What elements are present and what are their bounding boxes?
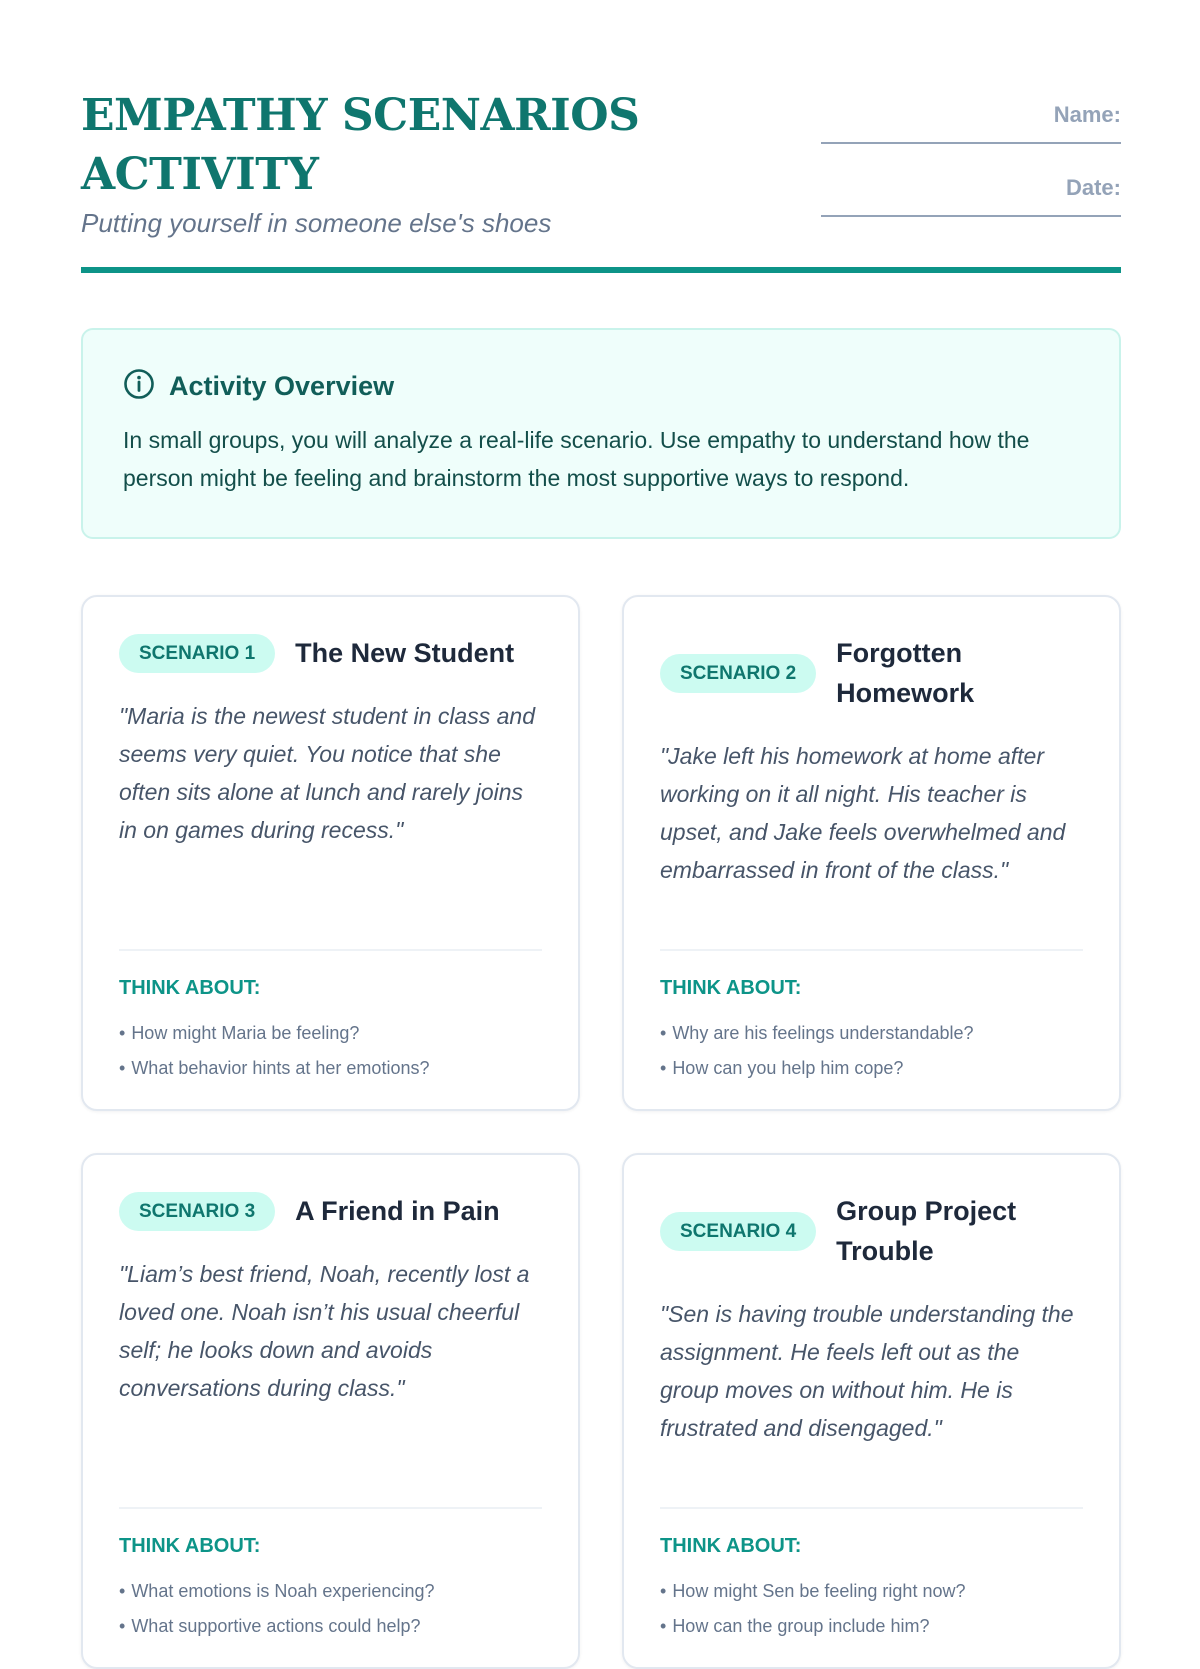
name-date-block (821, 102, 1121, 248)
think-question: • What behavior hints at her emotions? (119, 1051, 542, 1086)
think-about-label: THINK ABOUT: (119, 1535, 261, 1557)
think-about-label: THINK ABOUT: (660, 977, 802, 999)
name-label: Name: (1053, 102, 1121, 127)
think-question: • How might Maria be feeling? (119, 1016, 542, 1051)
scenario-title: A Friend in Pain (295, 1196, 500, 1226)
scenario-card-1 (81, 595, 580, 1111)
scenario-badge: SCENARIO 3 (119, 1192, 275, 1231)
scenario-title: Forgotten Homework (836, 638, 975, 708)
think-question: • Why are his feelings understandable? (660, 1016, 1083, 1051)
think-about-label: THINK ABOUT: (119, 977, 261, 999)
think-question: • How can you help him cope? (660, 1051, 1083, 1086)
think-about-label: THINK ABOUT: (660, 1535, 802, 1557)
scenario-card-3 (81, 1153, 580, 1669)
scenario-title: Group Project Trouble (836, 1196, 1017, 1266)
date-field[interactable] (821, 215, 1121, 217)
page-header (81, 86, 1121, 266)
think-question: • How might Sen be feeling right now? (660, 1574, 1083, 1609)
think-question: • What supportive actions could help? (119, 1609, 542, 1644)
activity-overview (81, 328, 1121, 539)
scenario-card-2 (622, 595, 1121, 1111)
think-about (119, 949, 542, 1086)
scenario-badge: SCENARIO 2 (660, 654, 816, 693)
think-question: • What emotions is Noah experiencing? (119, 1574, 542, 1609)
date-label: Date: (1065, 175, 1121, 200)
scenario-badge: SCENARIO 4 (660, 1212, 816, 1251)
scenario-quote: "Jake left his homework at home after working on it all night. His teacher is upset, and Jake feels overwhelmed and embarrassed in front of the class." (660, 743, 1066, 883)
page-subtitle: Putting yourself in someone else's shoes (81, 208, 552, 238)
scenario-badge: SCENARIO 1 (119, 634, 275, 673)
think-about (119, 1507, 542, 1644)
scenario-quote: "Maria is the newest student in class and seems very quiet. You notice that she often sits alone at lunch and rarely joins in on games during recess." (119, 703, 535, 843)
scenario-quote: "Sen is having trouble understanding the assignment. He feels left out as the group moves on without him. He is frustrated and disengaged." (660, 1301, 1074, 1441)
page-title: EMPATHY SCENARIOS ACTIVITY (81, 90, 640, 200)
overview-title: Activity Overview (169, 371, 395, 401)
scenario-quote: "Liam’s best friend, Noah, recently lost a loved one. Noah isn’t his usual cheerful self; he looks down and avoids conversations during class." (119, 1261, 530, 1401)
think-about (660, 1507, 1083, 1644)
think-about (660, 949, 1083, 1086)
think-question: • How can the group include him? (660, 1609, 1083, 1644)
info-icon (123, 368, 155, 405)
scenario-title: The New Student (295, 638, 515, 668)
name-field[interactable] (821, 142, 1121, 144)
header-divider (81, 267, 1121, 273)
overview-text: In small groups, you will analyze a real-life scenario. Use empathy to understand how the person might be feeling and brainstorm the most supportive ways to respond. (123, 427, 1030, 491)
scenario-card-4 (622, 1153, 1121, 1669)
